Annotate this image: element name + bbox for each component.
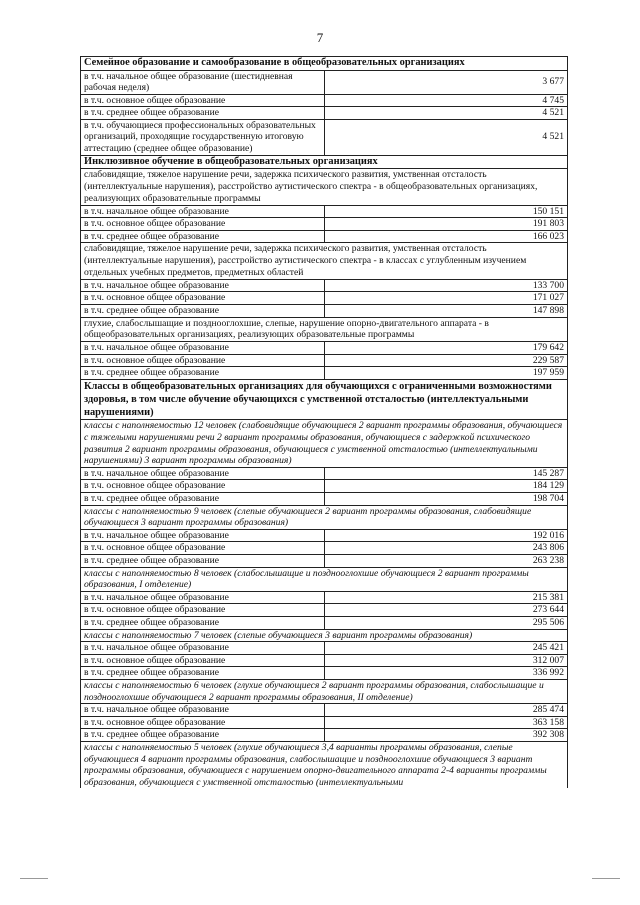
row-value: 312 007: [324, 654, 568, 667]
section-heading-text: Инклюзивное обучение в общеобразовательных организациях: [81, 155, 568, 169]
description-text: классы с наполняемостью 7 человек (слепые обучающиеся 3 вариант программы образования): [81, 629, 568, 642]
row-label: в т.ч. начальное общее образование: [81, 642, 325, 655]
section-heading-text: Классы в общеобразовательных организациях для обучающихся с ограниченными возможностями здоровья, в том числе обучение обучающихся с умственной отсталостью (интеллектуальными нарушениями): [81, 379, 568, 420]
row-value: 171 027: [324, 292, 568, 305]
table-row: [81, 616, 568, 629]
row-value: 4 521: [324, 107, 568, 120]
row-label: в т.ч. основное общее образование: [81, 354, 325, 367]
row-value: 192 016: [324, 529, 568, 542]
table-row: [81, 480, 568, 493]
table-row: [81, 654, 568, 667]
row-value: 392 308: [324, 729, 568, 742]
table-row: [81, 279, 568, 292]
class-group-note: [81, 567, 568, 591]
section-heading: [81, 57, 568, 71]
row-value: 363 158: [324, 716, 568, 729]
row-label: в т.ч. основное общее образование: [81, 654, 325, 667]
table-row: [81, 467, 568, 480]
row-label: в т.ч. начальное общее образование: [81, 704, 325, 717]
row-value: 4 745: [324, 94, 568, 107]
row-label: в т.ч. среднее общее образование: [81, 616, 325, 629]
description-text: классы с наполняемостью 8 человек (слабослышащие и позднооглохшие обучающиеся 2 вариант программы образования, I отделение): [81, 567, 568, 591]
row-label: в т.ч. среднее общее образование: [81, 304, 325, 317]
row-value: 184 129: [324, 480, 568, 493]
row-value: 133 700: [324, 279, 568, 292]
page-number: 7: [316, 30, 324, 45]
row-label: в т.ч. основное общее образование: [81, 292, 325, 305]
row-value: 273 644: [324, 604, 568, 617]
row-value: 336 992: [324, 667, 568, 680]
table-row: [81, 70, 568, 94]
row-label: в т.ч. начальное общее образование: [81, 342, 325, 355]
row-value: 295 506: [324, 616, 568, 629]
row-label: в т.ч. обучающиеся профессиональных образовательных организаций, проходящие государственную итоговую аттестацию (среднее общее образование): [81, 119, 325, 155]
footer-mark-right: [592, 878, 620, 879]
education-cost-table: [80, 56, 568, 788]
row-value: 197 959: [324, 367, 568, 380]
description-text: классы с наполняемостью 6 человек (глухие обучающиеся 2 вариант программы образования, слабослышащие и позднооглохшие обучающиеся 2 вариант программы образования, II отделение): [81, 679, 568, 703]
row-value: 285 474: [324, 704, 568, 717]
row-label: в т.ч. основное общее образование: [81, 542, 325, 555]
row-value: 145 287: [324, 467, 568, 480]
table-row: [81, 716, 568, 729]
row-label: в т.ч. среднее общее образование: [81, 367, 325, 380]
table-row: [81, 205, 568, 218]
row-value: 4 521: [324, 119, 568, 155]
row-label: в т.ч. основное общее образование: [81, 94, 325, 107]
row-label: в т.ч. среднее общее образование: [81, 555, 325, 568]
row-label: в т.ч. начальное общее образование: [81, 529, 325, 542]
row-label: в т.ч. начальное общее образование: [81, 205, 325, 218]
category-description: [81, 317, 568, 342]
class-group-note: [81, 741, 568, 788]
row-value: 198 704: [324, 493, 568, 506]
table-row: [81, 218, 568, 231]
row-label: в т.ч. основное общее образование: [81, 716, 325, 729]
table-row: [81, 94, 568, 107]
table-row: [81, 542, 568, 555]
description-text: классы с наполняемостью 5 человек (глухие обучающиеся 3,4 варианты программы образования, слепые обучающиеся 4 вариант программы образования, слабослышащие и позднооглохшие обучающиеся 3 вариант программы образования, обучающиеся с нарушением опорно-двигательного аппарата 2-4 варианты программы образования, обучающиеся с умственной отсталостью (интеллектуальными: [81, 741, 568, 788]
row-label: в т.ч. основное общее образование: [81, 480, 325, 493]
row-label: в т.ч. среднее общее образование: [81, 667, 325, 680]
description-text: классы с наполняемостью 12 человек (слабовидящие обучающиеся 2 вариант программы образования, обучающиеся с тяжелыми нарушениями речи 2 вариант программы образования, обучающиеся с задержкой психического развития 2 вариант программы образования, обучающиеся с умственной отсталостью (интеллектуальными нарушениями) 3 вариант программы образования): [81, 420, 568, 467]
row-label: в т.ч. среднее общее образование: [81, 107, 325, 120]
section-heading: [81, 379, 568, 420]
description-text: слабовидящие, тяжелое нарушение речи, задержка психического развития, умственная отсталость (интеллектуальные нарушения), расстройство аутистического спектра - в классах с углубленным изучением отдельных учебных предметов, предметных областей: [81, 243, 568, 279]
description-text: слабовидящие, тяжелое нарушение речи, задержка психического развития, умственная отсталость (интеллектуальные нарушения), расстройство аутистического спектра - в общеобразовательных организациях, реализующих образовательные программы: [81, 169, 568, 205]
row-label: в т.ч. начальное общее образование: [81, 591, 325, 604]
class-group-note: [81, 679, 568, 703]
class-group-note: [81, 629, 568, 642]
table-row: [81, 704, 568, 717]
table-row: [81, 555, 568, 568]
row-label: в т.ч. начальное общее образование (шестидневная рабочая неделя): [81, 70, 325, 94]
row-label: в т.ч. среднее общее образование: [81, 493, 325, 506]
table-row: [81, 667, 568, 680]
table-row: [81, 367, 568, 380]
table-row: [81, 342, 568, 355]
row-value: 215 381: [324, 591, 568, 604]
row-value: 179 642: [324, 342, 568, 355]
table-row: [81, 591, 568, 604]
row-label: в т.ч. среднее общее образование: [81, 729, 325, 742]
class-group-note: [81, 505, 568, 529]
row-value: 263 238: [324, 555, 568, 568]
row-label: в т.ч. основное общее образование: [81, 604, 325, 617]
table-row: [81, 292, 568, 305]
table-body: [81, 57, 568, 789]
table-row: [81, 729, 568, 742]
table-row: [81, 230, 568, 243]
row-value: 229 587: [324, 354, 568, 367]
row-label: в т.ч. среднее общее образование: [81, 230, 325, 243]
row-value: 191 803: [324, 218, 568, 231]
row-value: 147 898: [324, 304, 568, 317]
section-heading: [81, 155, 568, 169]
category-description: [81, 169, 568, 205]
row-value: 150 151: [324, 205, 568, 218]
row-value: 3 677: [324, 70, 568, 94]
table-row: [81, 107, 568, 120]
table-row: [81, 493, 568, 506]
section-heading-text: Семейное образование и самообразование в общеобразовательных организациях: [81, 57, 568, 71]
row-label: в т.ч. начальное общее образование: [81, 467, 325, 480]
footer-mark-left: [20, 878, 48, 879]
row-label: в т.ч. начальное общее образование: [81, 279, 325, 292]
category-description: [81, 243, 568, 279]
row-label: в т.ч. основное общее образование: [81, 218, 325, 231]
table-row: [81, 354, 568, 367]
table-row: [81, 529, 568, 542]
table-row: [81, 604, 568, 617]
description-text: глухие, слабослышащие и позднооглохшие, слепые, нарушение опорно-двигательного аппарата - в общеобразовательных организациях, реализующих образовательные программы: [81, 317, 568, 342]
description-text: классы с наполняемостью 9 человек (слепые обучающиеся 2 вариант программы образования, слабовидящие обучающиеся 3 вариант программы образования): [81, 505, 568, 529]
table-row: [81, 119, 568, 155]
row-value: 245 421: [324, 642, 568, 655]
table-row: [81, 642, 568, 655]
row-value: 243 806: [324, 542, 568, 555]
table-row: [81, 304, 568, 317]
row-value: 166 023: [324, 230, 568, 243]
class-group-note: [81, 420, 568, 467]
